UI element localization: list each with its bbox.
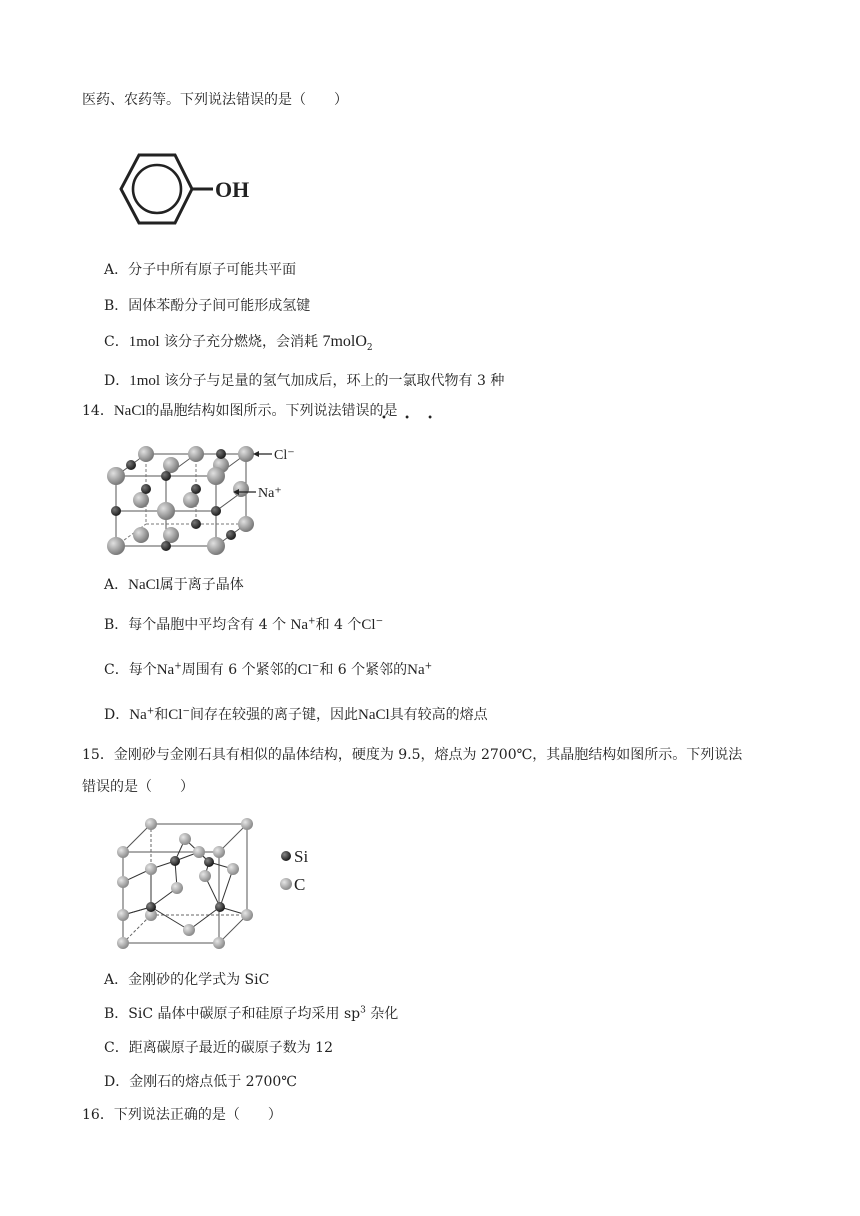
q14-d-na: Na xyxy=(129,707,147,723)
c-legend-label: C xyxy=(294,875,306,894)
q14-b-text: B．每个晶胞中平均含有 4 个 xyxy=(104,617,291,633)
q13-c-amount: 1mol xyxy=(128,334,160,350)
q15-option-a: A．金刚砂的化学式为 SiC xyxy=(104,972,270,988)
q13-stem-tail: 医药、农药等。下列说法错误的是（ ） xyxy=(82,92,348,108)
q14-option-c xyxy=(104,659,432,679)
q13-c-text: 该分子充分燃烧，会消耗 xyxy=(159,334,323,350)
si-atoms xyxy=(146,856,225,912)
q14-c-na: Na xyxy=(156,662,175,678)
sic-crystal-figure xyxy=(108,812,328,958)
q15-stem-line2: 错误的是（ ） xyxy=(82,779,194,795)
q13-option-d xyxy=(104,370,504,390)
q15-stem-line1: 15．金刚砂与金刚石具有相似的晶体结构，硬度为 9.5，熔点为 2700℃，其晶胞结构如图所示。下列说法 xyxy=(82,747,743,763)
q15-option-d: D．金刚石的熔点低于 2700℃ xyxy=(104,1074,297,1090)
q13-d-text: 该分子与足量的氢气加成后，环上的一氯取代物有 3 种 xyxy=(160,373,505,389)
q16-stem: 16．下列说法正确的是（ ） xyxy=(82,1107,282,1123)
aromatic-circle xyxy=(133,165,181,213)
q15-option-b xyxy=(104,1003,398,1023)
q14-d-mid2: 间存在较强的离子键，因此 xyxy=(190,707,359,723)
nacl-crystal-figure xyxy=(100,436,300,564)
na-label: Na⁺ xyxy=(258,486,282,501)
q14-c-mid2: 和 6 个紧邻的 xyxy=(319,662,408,678)
q13-option-c xyxy=(104,331,373,353)
q13-option-b: B．固体苯酚分子间可能形成氢键 xyxy=(104,298,311,314)
q15-b-post: 杂化 xyxy=(365,1006,399,1022)
q14-c-na-charge: + xyxy=(174,661,182,672)
q14-c-na2: Na xyxy=(407,662,425,678)
q14-d-cl-charge: − xyxy=(182,706,191,717)
q14-c-na2-charge: + xyxy=(424,661,433,672)
q14-b-cl-charge: − xyxy=(375,616,384,627)
q14-d-end: 具有较高的熔点 xyxy=(389,707,488,723)
q14-d-cl: Cl xyxy=(168,707,183,723)
oh-label: OH xyxy=(215,177,250,202)
q14-d-prefix: D． xyxy=(104,707,130,723)
q14-formula: NaCl xyxy=(113,403,146,419)
si-legend-label: Si xyxy=(294,847,309,866)
q14-c-mid1: 周围有 6 个紧邻的 xyxy=(181,662,298,678)
q13-d-prefix: D． xyxy=(104,373,130,389)
q14-option-d xyxy=(104,704,488,724)
q14-c-prefix: C．每个 xyxy=(104,662,157,678)
q13-c-subscript: 2 xyxy=(366,342,373,353)
q14-a-formula: NaCl xyxy=(128,577,160,593)
si-legend-dot xyxy=(281,851,291,861)
emphasis-dots: • • • xyxy=(381,413,441,424)
q14-d-formula: NaCl xyxy=(358,707,390,723)
q14-c-cl: Cl xyxy=(297,662,312,678)
q14-option-b xyxy=(104,614,383,634)
q15-option-c: C．距离碳原子最近的碳原子数为 12 xyxy=(104,1040,333,1056)
q14-option-a xyxy=(104,574,244,594)
q14-a-prefix: A． xyxy=(104,577,129,593)
q15-b-text: B．SiC 晶体中碳原子和硅原子均采用 sp xyxy=(104,1006,361,1022)
q14-a-text: 属于离子晶体 xyxy=(159,577,244,593)
sic-bonds xyxy=(123,839,247,930)
q14-number: 14． xyxy=(82,403,114,419)
q14-b-mid: 和 4 个 xyxy=(315,617,362,633)
q14-d-na-charge: + xyxy=(146,706,155,717)
q15-b-superscript: 3 xyxy=(360,1005,366,1016)
c-legend-dot xyxy=(280,878,292,890)
q14-b-cl: Cl xyxy=(361,617,376,633)
q14-stem-text: 的晶胞结构如图所示。下列说法错误的是 xyxy=(145,403,398,419)
q14-b-na-charge: + xyxy=(308,616,316,627)
cl-label: Cl⁻ xyxy=(274,448,295,463)
q13-d-amount: 1mol xyxy=(129,373,161,389)
q14-b-na: Na xyxy=(290,617,309,633)
phenol-structure-figure xyxy=(112,136,282,242)
q13-option-a: A．分子中所有原子可能共平面 xyxy=(104,262,297,278)
q14-stem xyxy=(82,400,398,420)
q14-c-cl-charge: − xyxy=(311,661,320,672)
q13-c-prefix: C． xyxy=(104,334,129,350)
q13-c-oxygen: 7molO xyxy=(322,333,367,350)
q14-d-mid: 和 xyxy=(154,707,169,723)
